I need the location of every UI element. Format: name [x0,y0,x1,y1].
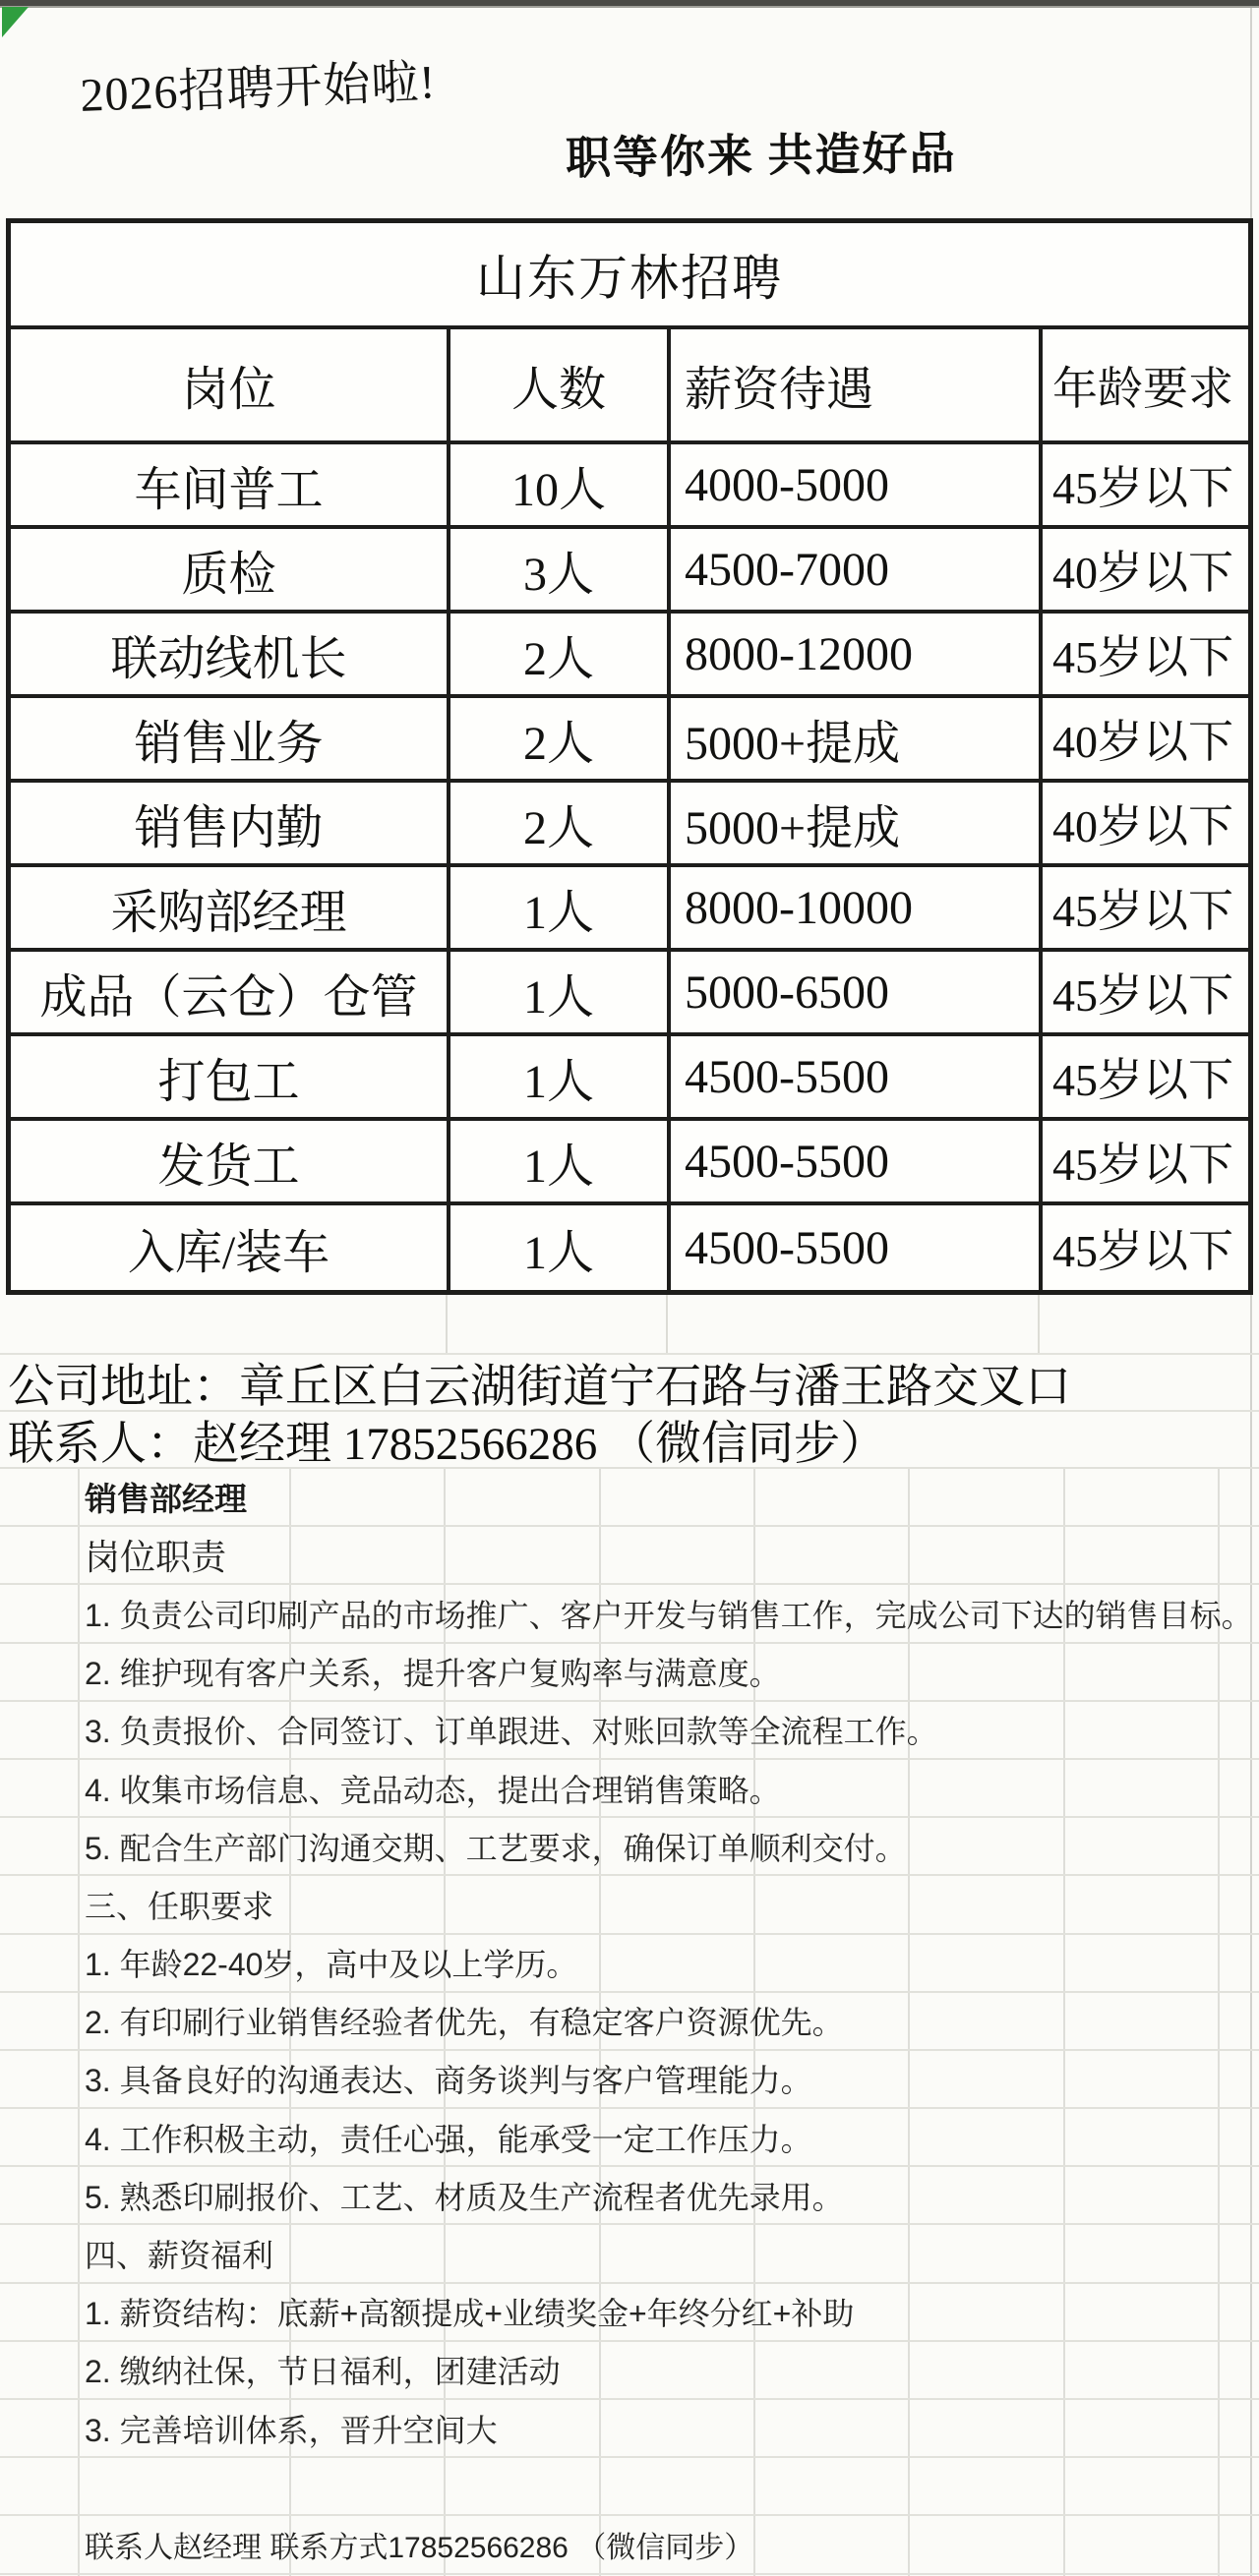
sheet-cell-text: 4. 工作积极主动，责任心强，能承受一定工作压力。 [85,2121,812,2157]
table-cell[interactable]: 3人 [450,529,671,610]
sheet-row[interactable] [0,1993,1259,2051]
sheet-row[interactable] [0,2516,1259,2574]
table-cell[interactable]: 45岁以下 [1052,1055,1233,1105]
table-row [11,952,1248,1036]
table-cell[interactable]: 40岁以下 [1052,717,1233,767]
sheet-row[interactable] [0,2342,1259,2400]
table-cell[interactable]: 联动线机长 [11,614,450,694]
sheet-cell-text: 1. 薪资结构：底薪+高额提成+业绩奖金+年终分红+补助 [85,2296,855,2332]
contact-person-line[interactable]: 联系人：赵经理 17852566286 （微信同步） [0,1410,1259,1467]
table-cell[interactable]: 45岁以下 [1052,632,1233,682]
table-cell[interactable]: 打包工 [11,1036,450,1117]
table-cell[interactable]: 4000-5000 [671,444,1043,525]
sheet-cell-text: 1. 负责公司印刷产品的市场推广、客户开发与销售工作，完成公司下达的销售目标。 [85,1597,1253,1633]
sheet-row[interactable] [0,1876,1259,1934]
sheet-cell-text: 3. 完善培训体系，晋升空间大 [85,2412,498,2448]
address-block [0,1353,1259,1470]
table-cell[interactable]: 4500-5500 [671,1036,1043,1117]
table-header-row [11,329,1248,444]
sheet-row[interactable] [0,2167,1259,2225]
detail-sheet-rows [0,1469,1259,2575]
table-row [11,867,1248,952]
sheet-row[interactable] [0,1760,1259,1818]
sheet-cell-text: 2. 缴纳社保，节日福利，团建活动 [85,2354,561,2390]
sheet-row[interactable] [0,2109,1259,2167]
table-cell[interactable]: 1人 [450,867,671,948]
company-address-line[interactable]: 公司地址：章丘区白云湖街道宁石路与潘王路交叉口 [0,1353,1259,1410]
table-cell[interactable]: 4500-5500 [671,1121,1043,1201]
table-row [11,614,1248,698]
sheet-cell-text: 3. 负责报价、合同签订、订单跟进、对账回款等全流程工作。 [85,1714,938,1750]
table-cell[interactable]: 采购部经理 [11,867,450,948]
table-row [11,444,1248,529]
sheet-row[interactable] [0,1702,1259,1760]
sheet-cell-text: 1. 年龄22-40岁，高中及以上学历。 [85,1947,578,1983]
screen-top-edge [0,0,1259,8]
table-cell[interactable]: 45岁以下 [1052,1140,1233,1190]
table-cell[interactable]: 45岁以下 [1052,886,1233,936]
column-header-post[interactable]: 岗位 [11,329,450,440]
sheet-row[interactable] [0,1818,1259,1876]
banner-title-line1: 2026招聘开始啦! [79,56,438,122]
sheet-grid-line [446,1292,448,1353]
sheet-row[interactable] [0,1935,1259,1993]
sheet-cell-text: 5. 配合生产部门沟通交期、工艺要求，确保订单顺利交付。 [85,1830,907,1866]
sheet-row-empty[interactable] [0,2458,1259,2516]
table-cell[interactable]: 发货工 [11,1121,450,1201]
sheet-cell-text: 四、薪资福利 [85,2238,274,2274]
table-cell[interactable]: 5000+提成 [671,698,1043,779]
sheet-cell-text: 2. 有印刷行业销售经验者优先，有稳定客户资源优先。 [85,2005,844,2041]
table-cell[interactable]: 2人 [450,614,671,694]
table-cell[interactable]: 2人 [450,783,671,863]
table-cell[interactable]: 5000+提成 [671,783,1043,863]
table-cell[interactable]: 8000-12000 [671,614,1043,694]
table-cell[interactable]: 45岁以下 [1052,1226,1233,1276]
recruit-table-body [11,444,1248,1290]
cell-error-triangle-icon [2,7,29,37]
sheet-row[interactable] [0,1585,1259,1643]
sheet-cell-text: 3. 具备良好的沟通表达、商务谈判与客户管理能力。 [85,2063,812,2099]
sheet-cell-text: 5. 熟悉印刷报价、工艺、材质及生产流程者优先录用。 [85,2179,844,2215]
table-cell[interactable]: 销售内勤 [11,783,450,863]
table-row [11,1036,1248,1121]
sheet-cell-text: 销售部经理 [85,1481,247,1518]
table-cell[interactable]: 40岁以下 [1052,548,1233,598]
sheet-cell-text: 2. 维护现有客户关系，提升客户复购率与满意度。 [85,1656,781,1692]
table-cell[interactable]: 45岁以下 [1052,463,1233,513]
sheet-row[interactable] [0,1469,1259,1527]
table-cell[interactable]: 5000-6500 [671,952,1043,1032]
banner-title-line2: 职等你来 共造好品 [565,128,957,184]
sheet-cell-text: 岗位职责 [85,1537,227,1578]
table-row [11,1121,1248,1205]
table-cell[interactable]: 质检 [11,529,450,610]
sheet-row[interactable] [0,2051,1259,2109]
table-row [11,1205,1248,1290]
table-cell[interactable]: 入库/装车 [11,1205,450,1290]
table-title[interactable]: 山东万林招聘 [476,251,783,306]
sheet-row[interactable] [0,2225,1259,2283]
table-cell[interactable]: 车间普工 [11,444,450,525]
sheet-cell-text: 4. 收集市场信息、竞品动态，提出合理销售策略。 [85,1772,781,1808]
recruit-table [6,218,1253,1295]
sheet-cell-text: 联系人赵经理 联系方式17852566286 （微信同步） [85,2531,754,2564]
column-header-salary[interactable]: 薪资待遇 [671,329,1043,440]
table-cell[interactable]: 2人 [450,698,671,779]
table-cell[interactable]: 销售业务 [11,698,450,779]
table-cell[interactable]: 4500-5500 [671,1205,1043,1290]
sheet-grid-line [666,1292,668,1353]
table-cell[interactable]: 45岁以下 [1052,970,1233,1021]
sheet-grid-line [1038,1292,1040,1353]
table-title-row [11,223,1248,329]
column-header-headcount[interactable]: 人数 [450,329,671,440]
table-row [11,698,1248,783]
table-cell[interactable]: 1人 [450,1036,671,1117]
empty-grid-row [0,1292,1259,1353]
detail-sheet [0,1467,1259,2576]
table-cell[interactable]: 1人 [450,1121,671,1201]
table-row [11,783,1248,867]
table-cell[interactable]: 成品（云仓）仓管 [11,952,450,1032]
table-cell[interactable]: 1人 [450,1205,671,1290]
column-header-age[interactable]: 年龄要求 [1052,363,1233,414]
sheet-row[interactable] [0,1527,1259,1585]
table-cell[interactable]: 1人 [450,952,671,1032]
sheet-row[interactable] [0,1644,1259,1702]
sheet-row[interactable] [0,2284,1259,2342]
sheet-cell-text: 三、任职要求 [85,1888,274,1924]
table-cell[interactable]: 40岁以下 [1052,801,1233,851]
table-row [11,529,1248,614]
table-cell[interactable]: 8000-10000 [671,867,1043,948]
table-cell[interactable]: 10人 [450,444,671,525]
sheet-row[interactable] [0,2400,1259,2458]
table-cell[interactable]: 4500-7000 [671,529,1043,610]
